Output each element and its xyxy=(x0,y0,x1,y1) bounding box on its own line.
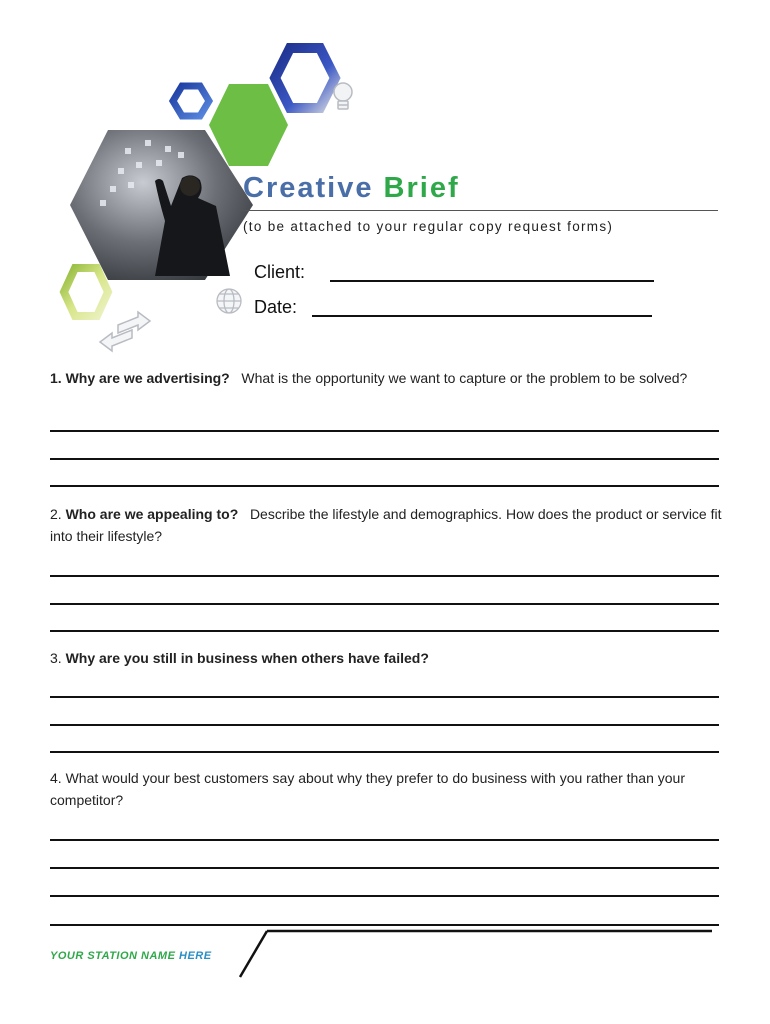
answer-line-3-3[interactable] xyxy=(50,751,719,753)
title-word-brief: Brief xyxy=(383,172,460,204)
client-field[interactable] xyxy=(330,280,654,282)
question-2 xyxy=(50,503,730,547)
answer-line-1-3[interactable] xyxy=(50,485,719,487)
answer-line-2-3[interactable] xyxy=(50,630,719,632)
answer-line-1-2[interactable] xyxy=(50,458,719,460)
station-name-here: HERE xyxy=(179,950,212,962)
answer-line-3-2[interactable] xyxy=(50,724,719,726)
hexagon-ring-lime xyxy=(64,268,108,316)
question-4 xyxy=(50,767,730,811)
globe-icon xyxy=(217,289,241,313)
question-2-text: Describe the lifestyle and demographics. How does the product or service fit into their lifestyle? xyxy=(50,506,722,544)
question-1-text: What is the opportunity we want to capture or the problem to be solved? xyxy=(241,370,688,386)
question-1 xyxy=(50,367,730,389)
hexagon-ring-blue-small xyxy=(173,86,209,116)
client-label: Client: xyxy=(254,262,306,282)
question-4-text: What would your best customers say about why they prefer to do business with you rather than your competitor? xyxy=(50,770,686,808)
hexagon-green xyxy=(209,84,288,166)
title-word-creative: Creative xyxy=(243,172,374,204)
answer-line-4-2[interactable] xyxy=(50,867,719,869)
answer-line-4-3[interactable] xyxy=(50,895,719,897)
question-2-heading: Who are we appealing to? xyxy=(65,506,239,522)
answer-line-3-1[interactable] xyxy=(50,696,719,698)
answer-line-2-2[interactable] xyxy=(50,603,719,605)
answer-line-2-1[interactable] xyxy=(50,575,719,577)
title-divider xyxy=(240,210,718,211)
answer-line-4-1[interactable] xyxy=(50,839,719,841)
station-name xyxy=(50,950,212,962)
page-title xyxy=(243,172,460,205)
lightbulb-icon xyxy=(334,83,352,109)
date-label: Date: xyxy=(254,297,298,317)
arrows-icon xyxy=(100,312,150,351)
station-name-text: YOUR STATION NAME xyxy=(50,950,176,962)
hexagon-ring-blue-top xyxy=(275,48,335,108)
question-3-heading: Why are you still in business when others have failed? xyxy=(65,650,429,666)
question-4-number: 4. xyxy=(50,770,62,786)
page-subtitle: (to be attached to your regular copy request forms) xyxy=(243,219,614,234)
question-1-number: 1. xyxy=(50,370,62,386)
question-1-heading: Why are we advertising? xyxy=(65,370,230,386)
answer-line-1-1[interactable] xyxy=(50,430,719,432)
question-3 xyxy=(50,647,730,669)
date-field[interactable] xyxy=(312,315,652,317)
question-2-number: 2. xyxy=(50,506,62,522)
question-3-number: 3. xyxy=(50,650,62,666)
